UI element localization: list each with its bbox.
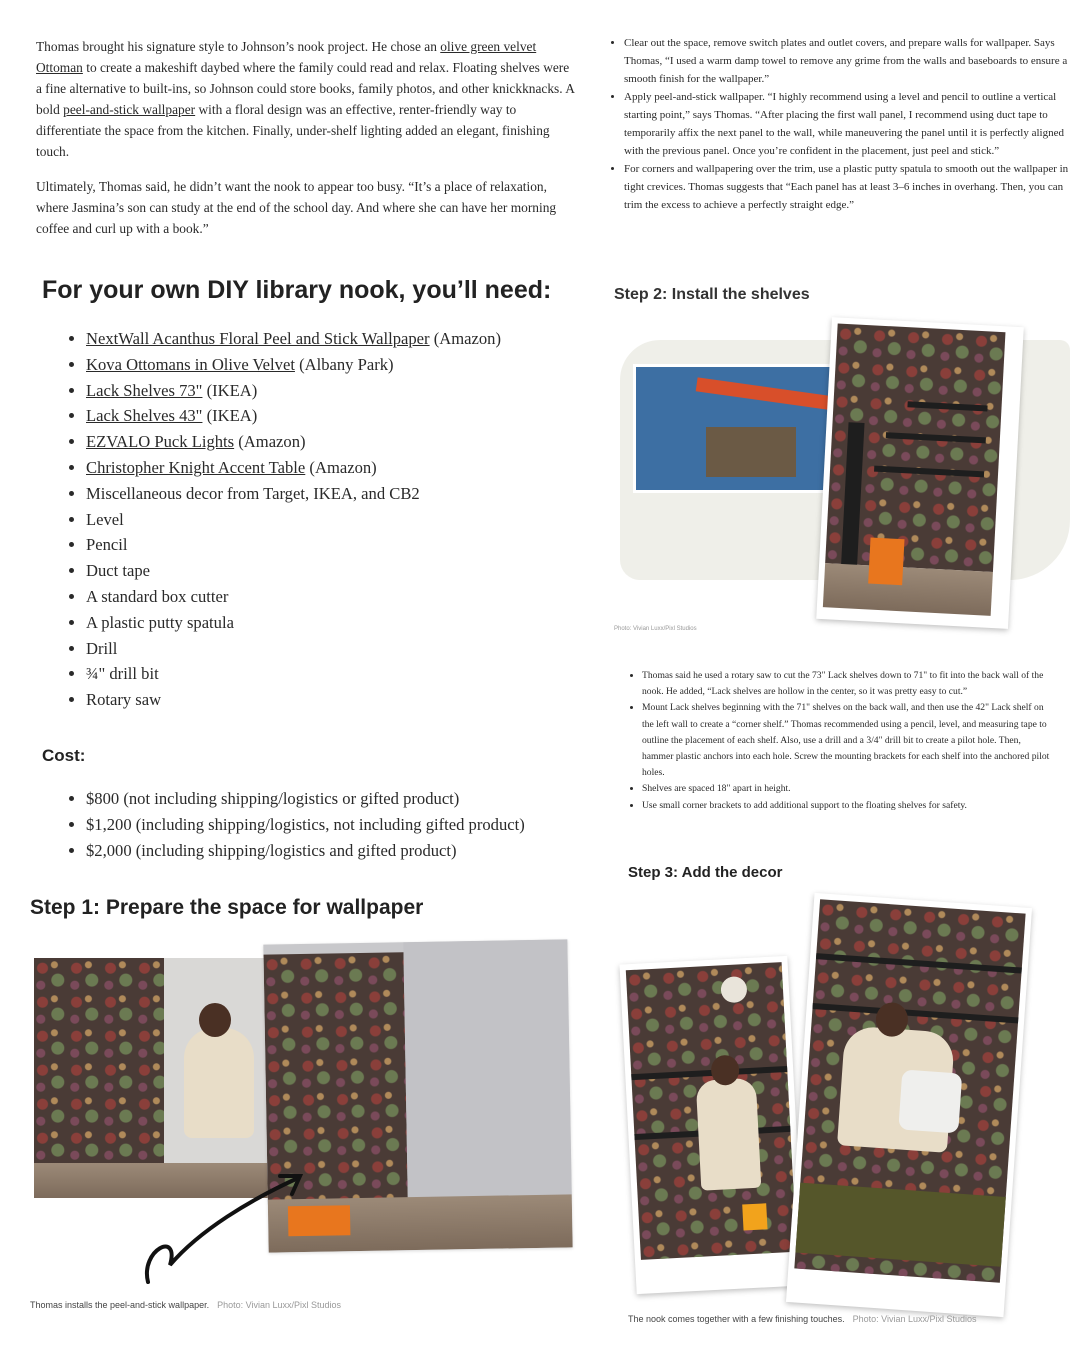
needs-heading: For your own DIY library nook, you’ll need:	[42, 276, 552, 304]
arrow-icon	[140, 1170, 310, 1290]
needs-list-item	[86, 584, 606, 610]
list-item: • $2,000 (including shipping/logistics and gifted product)	[86, 838, 606, 864]
step2-photo-shelves	[816, 317, 1024, 629]
photo-credit: Photo: Vivian Luxx/Pixl Studios	[852, 1314, 977, 1324]
intro-text-b: to create a makeshift daybed where the family could read and relax. Floating shelves were a fine alternative to built-ins, so Johnson could store books, family photos, and other knickknacks. A bold	[36, 60, 575, 117]
list-item: • Mount Lack shelves beginning with the 71" shelves on the back wall, and then use the 42" Lack shelf on the left wall to create a “corner shelf.” Thomas recommended using a pencil, level, and measuring tape to outline the placement of each shelf. Also, use a drill and a 3/4" drill bit to create a pilot hole. Then, hammer plastic anchors into each hole. Screw the mounting brackets for each shelf into the anchored pilot holes.	[642, 700, 1052, 781]
step2-heading: Step 2: Install the shelves	[614, 286, 810, 303]
wallpaper-link[interactable]: peel-and-stick wallpaper	[63, 102, 196, 117]
item-text: (Amazon)	[305, 457, 377, 477]
caption-text: Thomas installs the peel-and-stick wallpaper.	[30, 1300, 210, 1310]
item-text: A plastic putty spatula	[86, 612, 234, 632]
step3-heading: Step 3: Add the decor	[628, 864, 783, 881]
product-link[interactable]: Kova Ottomans in Olive Velvet	[86, 354, 295, 374]
item-text: (IKEA)	[202, 380, 258, 400]
ottoman-link[interactable]: olive green velvet Ottoman	[36, 39, 537, 75]
item-text: A standard box cutter	[86, 586, 229, 606]
shelf-steps-list	[626, 668, 1052, 814]
list-item: • $1,200 (including shipping/logistics, not including gifted product)	[86, 812, 606, 838]
needs-list-item	[86, 326, 606, 352]
item-text: Miscellaneous decor from Target, IKEA, and CB2	[86, 483, 420, 503]
list-item: • $800 (not including shipping/logistics or gifted product)	[86, 786, 606, 812]
intro-text	[36, 36, 576, 253]
item-text: (Amazon)	[234, 432, 306, 452]
needs-list-item	[86, 429, 606, 455]
intro-paragraph-1	[36, 36, 576, 162]
intro-text-c: with a floral design was an effective, renter-friendly way to differentiate the space from the kitchen. Finally, under-shelf lighting added an elegant, finishing touch.	[36, 102, 550, 159]
step3-caption	[628, 1312, 1008, 1326]
needs-list-item	[86, 455, 606, 481]
product-link[interactable]: NextWall Acanthus Floral Peel and Stick Wallpaper	[86, 329, 430, 348]
needs-list-item	[86, 687, 606, 713]
step2-credit: Photo: Vivian Luxx/Pixl Studios	[614, 626, 697, 632]
list-item: • Apply peel-and-stick wallpaper. “I highly recommend using a level and pencil to outline a vertical starting point,” says Thomas. “After placing the first wall panel, I recommend using duct tape to temporarily affix the next panel to the wall, while maneuvering the panel until it is perfectly aligned with the previous panel. Once you’re confident in the placement, just peel and stick.”	[624, 88, 1074, 160]
needs-list-item	[86, 403, 606, 429]
step1-photo-left	[34, 958, 284, 1198]
product-link[interactable]: Lack Shelves 43"	[86, 406, 203, 426]
list-item: • Thomas said he used a rotary saw to cut the 73" Lack shelves down to 71" to fit into the back wall of the nook. He added, “Lack shelves are hollow in the center, so it was pretty easy to cut.”	[642, 668, 1052, 700]
step3-photo-left	[619, 956, 804, 1294]
item-text: Level	[86, 509, 124, 529]
item-text: Rotary saw	[86, 690, 162, 710]
intro-text-a: Thomas brought his signature style to Johnson’s nook project. He chose an	[36, 39, 441, 54]
list-item: • For corners and wallpapering over the trim, use a plastic putty spatula to smooth out the wallpaper in tight crevices. Thomas suggests that “Each panel has at least 3–6 inches in overhang. Then, you can trim the excess to achieve a perfectly straight edge.”	[624, 160, 1074, 214]
needs-list	[64, 326, 606, 713]
item-text: (Amazon)	[429, 329, 501, 348]
cost-list	[64, 786, 606, 863]
needs-list-item	[86, 507, 606, 533]
list-item: • Clear out the space, remove switch plates and outlet covers, and prepare walls for wallpaper. Says Thomas, “I used a warm damp towel to remove any grime from the walls and baseboards to ensure a smooth finish for the wallpaper.”	[624, 34, 1074, 88]
step2-photo-tools	[633, 364, 849, 493]
item-text: Duct tape	[86, 561, 151, 581]
photo-credit: Photo: Vivian Luxx/Pixl Studios	[217, 1300, 341, 1310]
intro-paragraph-2: Ultimately, Thomas said, he didn’t want the nook to appear too busy. “It’s a place of relaxation, where Jasmina’s son can study at the end of the school day. And where she can have her morning coffee and curl up with a book.”	[36, 179, 557, 236]
product-link[interactable]: EZVALO Puck Lights	[86, 432, 235, 452]
item-text: Drill	[86, 638, 118, 658]
product-link[interactable]: Christopher Knight Accent Table	[86, 457, 306, 477]
item-text: ¾" drill bit	[86, 664, 159, 684]
needs-list-item	[86, 481, 606, 507]
needs-list-item	[86, 610, 606, 636]
list-item: • Shelves are spaced 18" apart in height.	[642, 781, 1052, 797]
prep-steps-list	[608, 34, 1074, 214]
item-text: (IKEA)	[202, 406, 258, 426]
step3-photo-right	[786, 893, 1032, 1317]
needs-list-item	[86, 352, 606, 378]
needs-list-item	[86, 558, 606, 584]
product-link[interactable]: Lack Shelves 73"	[86, 380, 203, 400]
needs-list-item	[86, 636, 606, 662]
step1-heading: Step 1: Prepare the space for wallpaper	[30, 896, 424, 919]
cost-heading: Cost:	[42, 746, 86, 765]
list-item: • Use small corner brackets to add additional support to the floating shelves for safety.	[642, 798, 1052, 814]
caption-text: The nook comes together with a few finishing touches.	[628, 1314, 845, 1324]
needs-list-item	[86, 378, 606, 404]
needs-list-item	[86, 532, 606, 558]
item-text: (Albany Park)	[294, 354, 394, 374]
needs-list-item	[86, 661, 606, 687]
item-text: Pencil	[86, 535, 128, 555]
step1-caption	[30, 1300, 341, 1310]
